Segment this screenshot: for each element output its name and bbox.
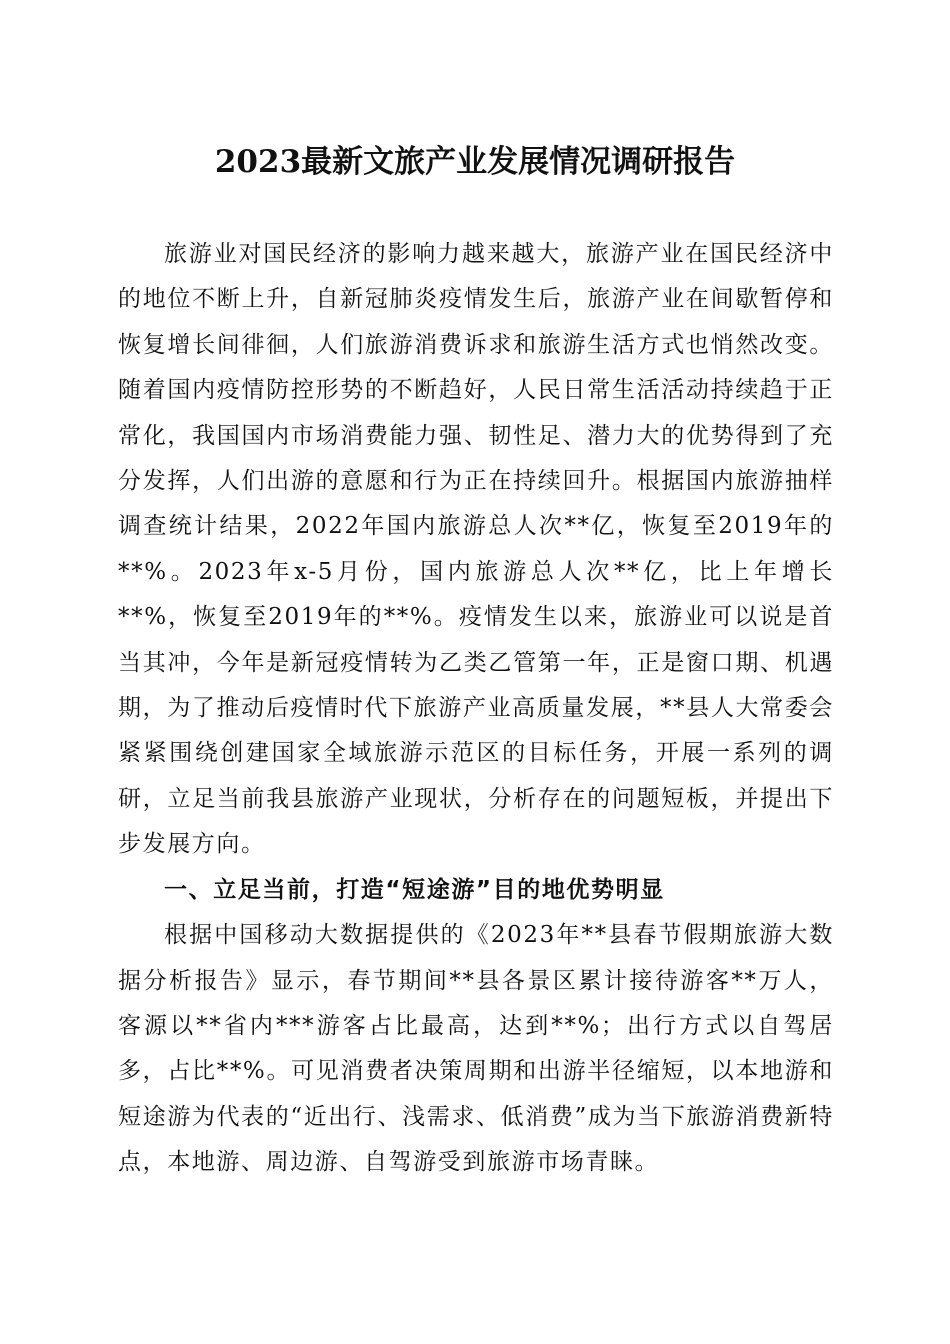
section-1-heading: 一、立足当前，打造“短途游”目的地优势明显 — [164, 876, 665, 903]
document-body — [118, 232, 834, 1186]
intro-paragraph: 旅游业对国民经济的影响力越来越大，旅游产业在国民经济中的地位不断上升，自新冠肺炎疫情发生后，旅游产业在间歇暂停和恢复增长间徘徊，人们旅游消费诉求和旅游生活方式也悄然改变。随着国内疫情防控形势的不断趋好，人民日常生活活动持续趋于正常化，我国国内市场消费能力强、韧性足、潜力大的优势得到了充分发挥，人们出游的意愿和行为正在持续回升。根据国内旅游抽样调查统计结果，2022年国内旅游总人次**亿，恢复至2019年的**%。2023年x-5月份，国内旅游总人次**亿，比上年增长**%，恢复至2019年的**%。疫情发生以来，旅游业可以说是首当其冲，今年是新冠疫情转为乙类乙管第一年，正是窗口期、机遇期，为了推动后疫情时代下旅游产业高质量发展，**县人大常委会紧紧围绕创建国家全域旅游示范区的目标任务，开展一系列的调研，立足当前我县旅游产业现状，分析存在的问题短板，并提出下步发展方向。 — [118, 241, 834, 858]
section-1-paragraph: 根据中国移动大数据提供的《2023年**县春节假期旅游大数据分析报告》显示，春节期间**县各景区累计接待游客**万人，客源以**省内***游客占比最高，达到**%；出行方式以自驾居多，占比**%。可见消费者决策周期和出游半径缩短，以本地游和短途游为代表的“近出行、浅需求、低消费”成为当下旅游消费新特点，本地游、周边游、自驾游受到旅游市场青睐。 — [118, 922, 834, 1176]
document-title: 2023最新文旅产业发展情况调研报告 — [214, 144, 736, 180]
